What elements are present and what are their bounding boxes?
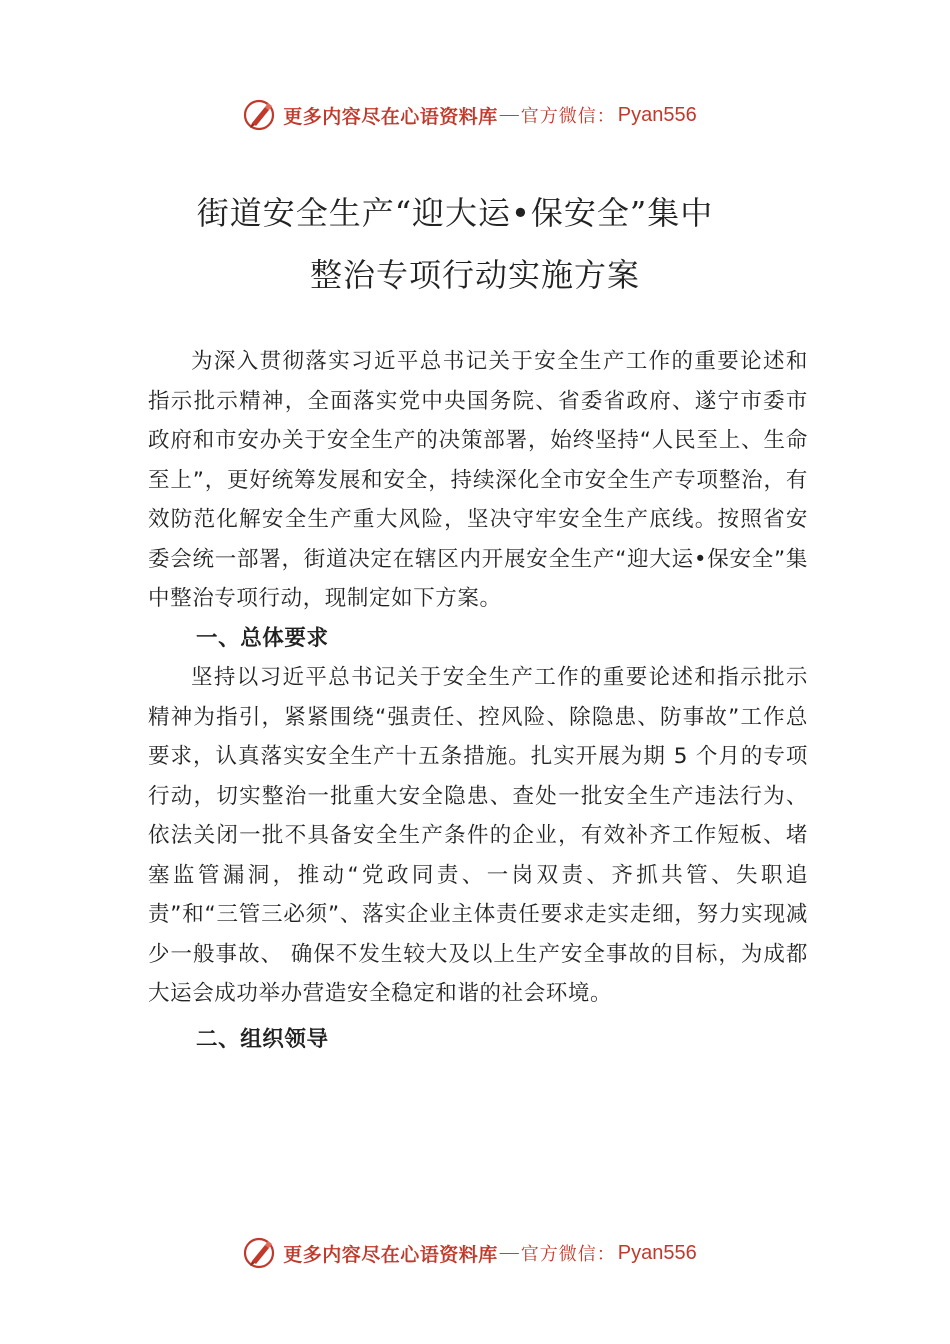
section-1-paragraph: 坚持以习近平总书记关于安全生产工作的重要论述和指示批示精神为指引，紧紧围绕“强责任、控风险、除隐患、防事故”工作总要求，认真落实安全生产十五条措施。扎实开展为期 5 个月的专项行动，切实整治一批重大安全隐患、查处一批安全生产违法行为、依法关闭一批不具备安全生产条件的企业，有效补齐工作短板、堵塞监管漏洞，推动“党政同责、一岗双责、齐抓共管、失职追责”和“三管三必须”、落实企业主体责任要求走实走细，努力实现减少一般事故、 确保不发生较大及以上生产安全事故的目标，为成都大运会成功举办营造安全稳定和谐的社会环境。 (148, 665, 808, 1006)
section-1-heading: 一、总体要求 (196, 625, 329, 651)
banner-sub-text: 官方微信： (520, 1244, 616, 1265)
header-banner (0, 95, 950, 135)
section-2-heading: 二、组织领导 (196, 1026, 329, 1052)
footer-banner (0, 1233, 950, 1273)
banner-sub-text: 官方微信： (520, 106, 616, 127)
pen-logo-icon (243, 98, 277, 132)
intro-paragraph: 为深入贯彻落实习近平总书记关于安全生产工作的重要论述和指示批示精神，全面落实党中央国务院、省委省政府、遂宁市委市政府和市安办关于安全生产的决策部署，始终坚持“人民至上、生命至上”，更好统筹发展和安全，持续深化全市安全生产专项整治，有效防范化解安全生产重大风险，坚决守牢安全生产底线。按照省安委会统一部署，街道决定在辖区内开展安全生产“迎大运•保安全”集中整治专项行动，现制定如下方案。 (148, 349, 808, 611)
banner-main-text: 更多内容尽在心语资料库 (283, 105, 498, 128)
pen-logo-icon (243, 1236, 277, 1270)
banner-wechat-id: Pyan556 (617, 103, 697, 126)
banner-dash: — (499, 104, 519, 125)
banner-main-text: 更多内容尽在心语资料库 (283, 1243, 498, 1266)
banner-dash: — (499, 1242, 519, 1263)
document-title-line-2: 整治专项行动实施方案 (309, 256, 640, 294)
document-title-line-1: 街道安全生产“迎大运•保安全”集中 (196, 194, 714, 232)
document-body (148, 342, 808, 1059)
banner-wechat-id: Pyan556 (617, 1241, 697, 1264)
